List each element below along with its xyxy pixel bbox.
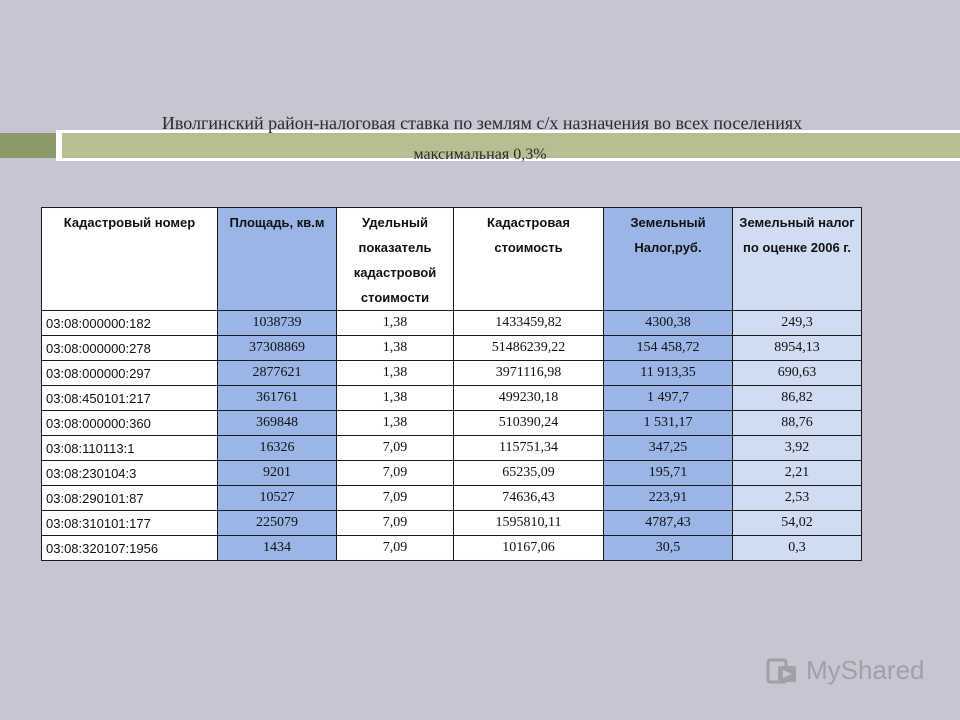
table-row: [42, 386, 862, 411]
cell-specific-value: 7,09: [337, 461, 454, 486]
cell-area: 369848: [218, 411, 337, 436]
cell-cadastral-number: 03:08:000000:278: [42, 336, 218, 361]
cell-specific-value: 1,38: [337, 386, 454, 411]
myshared-logo-icon: [766, 656, 802, 686]
cell-cadastral-number: 03:08:230104:3: [42, 461, 218, 486]
watermark-logo: [766, 655, 925, 686]
cell-cadastral-value: 499230,18: [454, 386, 604, 411]
table-row: [42, 436, 862, 461]
cell-specific-value: 7,09: [337, 486, 454, 511]
cell-specific-value: 7,09: [337, 536, 454, 561]
cell-cadastral-value: 65235,09: [454, 461, 604, 486]
cell-land-tax-2006: 2,53: [733, 486, 862, 511]
cell-cadastral-value: 510390,24: [454, 411, 604, 436]
table-row: [42, 461, 862, 486]
cell-cadastral-value: 1595810,11: [454, 511, 604, 536]
cell-land-tax: 4787,43: [604, 511, 733, 536]
cell-area: 361761: [218, 386, 337, 411]
cell-cadastral-number: 03:08:450101:217: [42, 386, 218, 411]
cell-area: 16326: [218, 436, 337, 461]
cell-area: 9201: [218, 461, 337, 486]
cell-cadastral-value: 1433459,82: [454, 311, 604, 336]
table-row: [42, 511, 862, 536]
cell-cadastral-number: 03:08:290101:87: [42, 486, 218, 511]
cell-land-tax-2006: 0,3: [733, 536, 862, 561]
cell-area: 10527: [218, 486, 337, 511]
slide-title: Иволгинский район-налоговая ставка по землям с/х назначения во всех поселениях: [161, 113, 803, 133]
cell-land-tax-2006: 54,02: [733, 511, 862, 536]
cell-land-tax: 1 497,7: [604, 386, 733, 411]
tax-table: [41, 207, 862, 561]
cell-specific-value: 7,09: [337, 436, 454, 461]
cell-specific-value: 1,38: [337, 361, 454, 386]
cell-specific-value: 1,38: [337, 311, 454, 336]
cell-area: 225079: [218, 511, 337, 536]
cell-area: 2877621: [218, 361, 337, 386]
cell-land-tax: 195,71: [604, 461, 733, 486]
cell-land-tax-2006: 3,92: [733, 436, 862, 461]
cell-cadastral-number: 03:08:000000:360: [42, 411, 218, 436]
cell-area: 1038739: [218, 311, 337, 336]
cell-land-tax-2006: 86,82: [733, 386, 862, 411]
cell-area: 37308869: [218, 336, 337, 361]
header-cadastral-value: Кадастровая стоимость: [454, 208, 604, 311]
cell-land-tax-2006: 249,3: [733, 311, 862, 336]
cell-cadastral-value: 74636,43: [454, 486, 604, 511]
cell-land-tax: 154 458,72: [604, 336, 733, 361]
cell-land-tax-2006: 2,21: [733, 461, 862, 486]
cell-land-tax: 1 531,17: [604, 411, 733, 436]
watermark-text: MyShared: [806, 655, 925, 685]
table-header-row: [42, 208, 862, 311]
header-specific-value: Удельный показатель кадастровой стоимости: [337, 208, 454, 311]
cell-cadastral-value: 115751,34: [454, 436, 604, 461]
cell-land-tax-2006: 88,76: [733, 411, 862, 436]
header-cadastral-number: Кадастровый номер: [42, 208, 218, 311]
cell-area: 1434: [218, 536, 337, 561]
table-row: [42, 336, 862, 361]
cell-cadastral-number: 03:08:310101:177: [42, 511, 218, 536]
table-row: [42, 311, 862, 336]
cell-land-tax: 223,91: [604, 486, 733, 511]
table-row: [42, 361, 862, 386]
cell-cadastral-value: 3971116,98: [454, 361, 604, 386]
cell-cadastral-value: 51486239,22: [454, 336, 604, 361]
header-land-tax: Земельный Налог,руб.: [604, 208, 733, 311]
cell-cadastral-number: 03:08:320107:1956: [42, 536, 218, 561]
cell-cadastral-value: 10167,06: [454, 536, 604, 561]
cell-specific-value: 1,38: [337, 336, 454, 361]
cell-land-tax: 11 913,35: [604, 361, 733, 386]
cell-cadastral-number: 03:08:000000:182: [42, 311, 218, 336]
table-row: [42, 536, 862, 561]
cell-land-tax: 30,5: [604, 536, 733, 561]
cell-cadastral-number: 03:08:110113:1: [42, 436, 218, 461]
table-row: [42, 411, 862, 436]
cell-specific-value: 1,38: [337, 411, 454, 436]
cell-land-tax-2006: 8954,13: [733, 336, 862, 361]
slide-subtitle: максимальная 0,3%: [413, 146, 547, 163]
cell-cadastral-number: 03:08:000000:297: [42, 361, 218, 386]
cell-land-tax: 347,25: [604, 436, 733, 461]
header-area: Площадь, кв.м: [218, 208, 337, 311]
cell-specific-value: 7,09: [337, 511, 454, 536]
header-land-tax-2006: Земельный налог по оценке 2006 г.: [733, 208, 862, 311]
table-row: [42, 486, 862, 511]
cell-land-tax-2006: 690,63: [733, 361, 862, 386]
cell-land-tax: 4300,38: [604, 311, 733, 336]
